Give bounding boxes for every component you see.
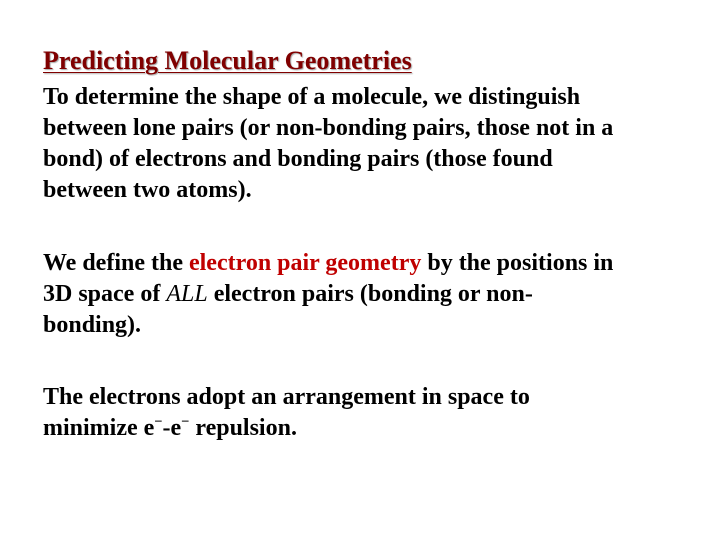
paragraph2-line2 bbox=[43, 279, 713, 310]
paragraph2-line2-post: electron pairs (bonding or non- bbox=[207, 281, 533, 307]
paragraph-electron-pair-geometry bbox=[43, 248, 713, 341]
electron-pair-geometry-term: electron pair geometry bbox=[188, 250, 422, 276]
paragraph2-line1-post: by the positions in bbox=[421, 250, 614, 276]
electron-charge-superscript-2: − bbox=[181, 414, 190, 430]
paragraph3-line2 bbox=[43, 413, 713, 444]
paragraph2-line1 bbox=[43, 248, 713, 279]
paragraph-repulsion bbox=[43, 382, 713, 444]
electron-charge-superscript-1: − bbox=[154, 414, 163, 430]
paragraph2-line2-pre: 3D space of bbox=[43, 281, 167, 307]
paragraph1-line2: between lone pairs (or non-bonding pairs, those not in a bbox=[43, 115, 614, 141]
all-emphasis: ALL bbox=[166, 281, 208, 307]
paragraph2-line1-pre: We define the bbox=[43, 250, 189, 276]
paragraph-lone-bonding-pairs bbox=[43, 82, 713, 206]
paragraph2-line3: bonding). bbox=[43, 312, 142, 338]
paragraph3-line2-pre: minimize e bbox=[43, 415, 155, 441]
electron-dash: -e bbox=[162, 415, 182, 441]
paragraph1-line1: To determine the shape of a molecule, we distinguish bbox=[43, 84, 581, 110]
paragraph3-line2-post: repulsion. bbox=[189, 415, 297, 441]
paragraph3-line1: The electrons adopt an arrangement in space to bbox=[43, 384, 530, 410]
paragraph1-line3: bond) of electrons and bonding pairs (those found bbox=[43, 146, 553, 172]
paragraph1-line4: between two atoms). bbox=[43, 177, 252, 203]
slide-title: Predicting Molecular Geometries bbox=[43, 46, 412, 75]
